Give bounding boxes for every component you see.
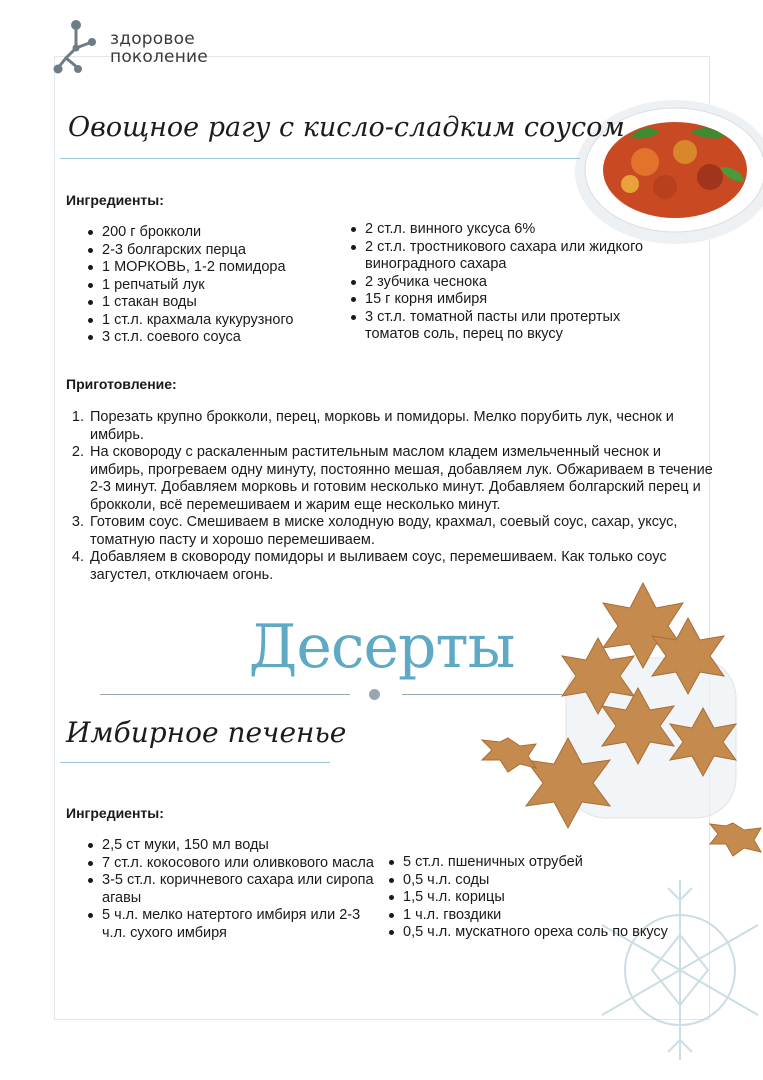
recipe2-title: Имбирное печенье	[66, 716, 347, 749]
section-divider-left	[100, 694, 350, 695]
recipe1-steps	[66, 409, 716, 584]
list-item: 200 г брокколи	[102, 224, 362, 242]
list-item: 1 репчатый лук	[102, 277, 362, 295]
list-item: 15 г корня имбиря	[365, 291, 645, 309]
list-item: 5 ст.л. пшеничных отрубей	[403, 854, 685, 872]
recipe1-title-underline	[60, 158, 580, 159]
list-item: 1 МОРКОВЬ, 1-2 помидора	[102, 259, 362, 277]
list-item: 1. Порезать крупно брокколи, перец, морковь и помидоры. Мелко порубить лук, чеснок и имбирь.	[88, 409, 716, 444]
list-item: 0,5 ч.л. соды	[403, 872, 685, 890]
list-item: 2,5 ст муки, 150 мл воды	[102, 837, 384, 855]
list-item: 3 ст.л. соевого соуса	[102, 329, 362, 347]
recipe1-ingredients-col2	[343, 221, 645, 344]
list-item: 0,5 ч.л. мускатного ореха соль по вкусу	[403, 924, 685, 942]
list-item: 2 зубчика чеснока	[365, 274, 645, 292]
list-item: 1 ч.л. гвоздики	[403, 907, 685, 925]
list-item: 3. Готовим соус. Смешиваем в миске холодную воду, крахмал, соевый соус, сахар, уксус, томатную пасту и хорошо перемешиваем.	[88, 514, 716, 549]
list-item: 2. На сковороду с раскаленным растительным маслом кладем измельченный чеснок и имбирь, прогреваем одну минуту, постоянно мешая, добавляем лук. Обжариваем в течение 2-3 минут. Добавляем морковь и готовим несколько минут. Добавляем болгарский перец и брокколи, всё перемешиваем и жарим еще несколько минут.	[88, 444, 716, 514]
list-item: 1,5 ч.л. корицы	[403, 889, 685, 907]
recipe2-ingredients-col1	[80, 837, 384, 942]
list-item: 4. Добавляем в сковороду помидоры и выливаем соус, перемешиваем. Как только соус загустел, отключаем огонь.	[88, 549, 716, 584]
list-item: 1 ст.л. крахмала кукурузного	[102, 312, 362, 330]
recipe1-ingredients-col1	[80, 224, 362, 347]
recipe2-ingredients-col2	[381, 854, 685, 942]
list-item: 2 ст.л. винного уксуса 6%	[365, 221, 645, 239]
list-item: 7 ст.л. кокосового или оливкового масла	[102, 855, 384, 873]
section-divider-dot	[369, 689, 380, 700]
section-divider-right	[402, 694, 562, 695]
list-item: 3-5 ст.л. коричневого сахара или сиропа агавы	[102, 872, 384, 907]
recipe1-ingredients-label: Ингредиенты:	[66, 192, 164, 208]
list-item: 2-3 болгарских перца	[102, 242, 362, 260]
brand-logo	[52, 18, 208, 78]
recipe1-title: Овощное рагу с кисло-сладким соусом	[68, 112, 625, 143]
recipe1-prep-label: Приготовление:	[66, 376, 177, 392]
molecule-logo-icon	[52, 18, 100, 78]
recipe2-title-underline	[60, 762, 330, 763]
brand-name-line2: поколение	[110, 47, 208, 67]
brand-name-line1: здоровое	[110, 29, 195, 49]
list-item: 1 стакан воды	[102, 294, 362, 312]
list-item: 5 ч.л. мелко натертого имбиря или 2-3 ч.л. сухого имбиря	[102, 907, 384, 942]
list-item: 2 ст.л. тростникового сахара или жидкого виноградного сахара	[365, 238, 644, 272]
recipe2-ingredients-label: Ингредиенты:	[66, 805, 164, 821]
list-item: 3 ст.л. томатной пасты или протертых томатов соль, перец по вкусу	[365, 309, 645, 344]
section-heading-desserts: Десерты	[248, 612, 515, 682]
brand-name	[110, 30, 208, 66]
